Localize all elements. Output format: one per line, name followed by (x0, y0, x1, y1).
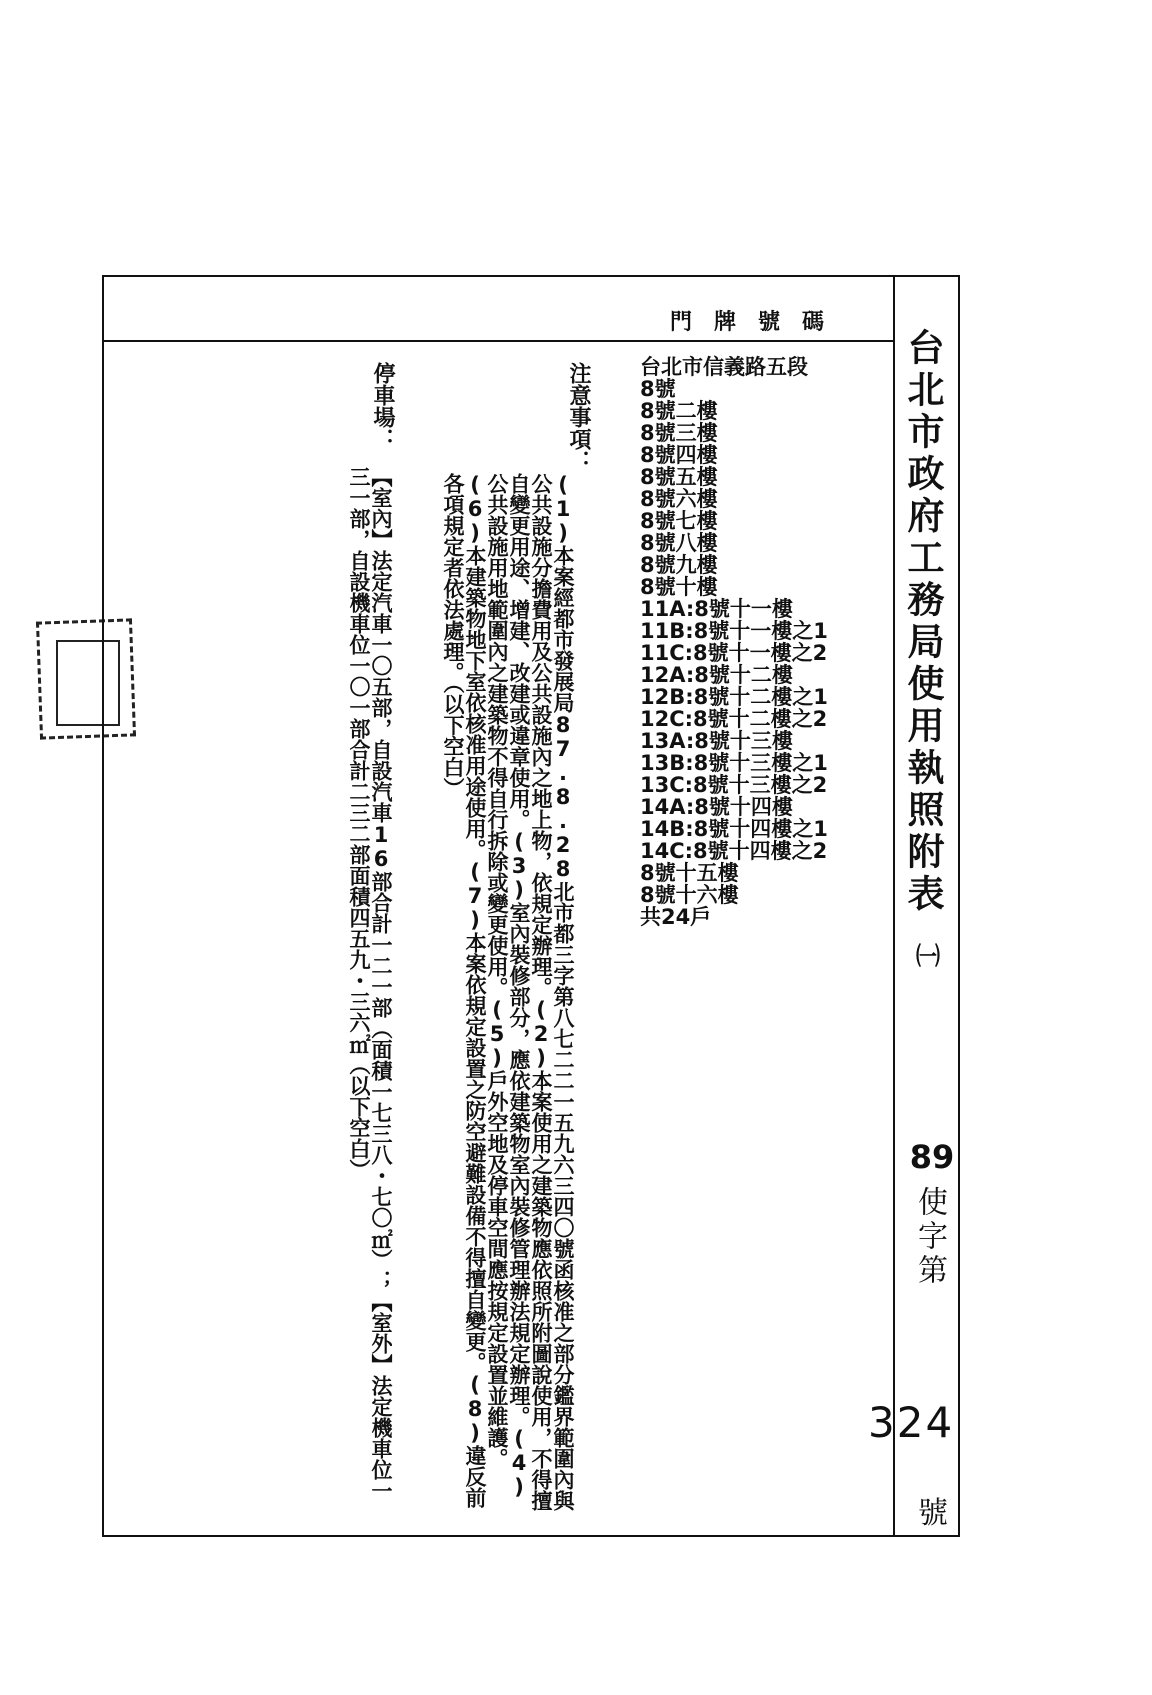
address-item: 11B:8號十一樓之1 (640, 619, 828, 643)
address-item: 共24戶 (640, 905, 712, 929)
address-item: 11C:8號十一樓之2 (640, 641, 828, 665)
door-plate-header: 門牌號碼 (670, 310, 847, 335)
license-year: 89 (909, 1138, 955, 1176)
license-suffix: 號 (918, 1496, 948, 1531)
address-item: 8號五樓 (640, 465, 718, 489)
address-item: 12C:8號十二樓之2 (640, 707, 828, 731)
title-mark: ㈠ (916, 941, 940, 970)
address-item: 14B:8號十四樓之1 (640, 817, 828, 841)
address-item: 12A:8號十二樓 (640, 663, 793, 687)
license-number: 324 (868, 1398, 955, 1447)
address-item: 13A:8號十三樓 (640, 729, 793, 753)
title-divider (893, 275, 895, 1537)
address-item: 8號七樓 (640, 509, 718, 533)
license-label: 使字第 (912, 1186, 947, 1288)
address-list (640, 356, 828, 928)
address-item: 8號九樓 (640, 553, 718, 577)
address-item: 8號二樓 (640, 399, 718, 423)
address-item: 8號三樓 (640, 421, 718, 445)
address-item: 8號十五樓 (640, 861, 739, 885)
parking-label: 停車場： (370, 362, 396, 450)
address-item: 8號 (640, 377, 676, 401)
notes-label: 注意事項： (566, 362, 592, 472)
notes-text: (1)本案經都市發展局87.8.28北市都三字第八七二二一五九六三四〇號函核准之部分鑑界範圍內與公共設施分擔費用及公共設施內之地上物，依規定辦理。(2)本案使用之建築物應依照所附圖說使用，不得擅自變更用途、增建、改建或違章使用。(3)室內裝修部分，應依建築物室內裝修管理辦法規定辦理。(4)公共設施用地範圍內之建築物不得自行拆除或變更使用。(5)戶外空地及停車空間應按規定設置並維護。(6)本建築物地下室依核准用途使用。(7)本案依規定設置之防空避難設備不得擅自變更。(8)違反前各項規定者依法處理。（以下空白） (441, 473, 575, 1511)
header-divider (102, 340, 893, 342)
document-title: 台北市政府工務局使用執照附表 (901, 328, 945, 916)
address-item: 8號十六樓 (640, 883, 739, 907)
address-item: 8號六樓 (640, 487, 718, 511)
parking-text: 【室內】法定汽車一〇五部，自設汽車16部合計一二一部（面積一七三八・七〇㎡）；【室外】法定機車位一三一部，自設機車位一〇一部合計二三二部面積四五九・三六㎡（以下空白） (347, 466, 393, 1501)
address-item: 8號八樓 (640, 531, 718, 555)
address-item: 8號四樓 (640, 443, 718, 467)
address-item: 8號十樓 (640, 575, 718, 599)
address-item: 14C:8號十四樓之2 (640, 839, 828, 863)
address-item: 13C:8號十三樓之2 (640, 773, 828, 797)
address-item: 12B:8號十二樓之1 (640, 685, 828, 709)
address-item: 14A:8號十四樓 (640, 795, 793, 819)
address-item: 13B:8號十三樓之1 (640, 751, 828, 775)
address-item: 台北市信義路五段 (640, 355, 808, 379)
address-item: 11A:8號十一樓 (640, 597, 793, 621)
